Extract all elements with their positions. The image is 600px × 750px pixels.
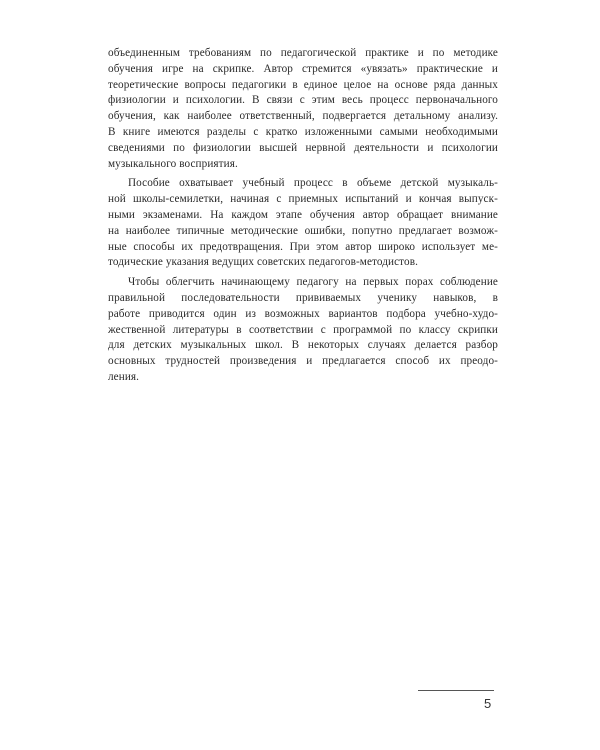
paragraph-1	[108, 46, 498, 172]
page-number: 5	[484, 696, 492, 711]
text-line: Чтобы облегчить начинающему педагогу на первых порах соблюдение	[128, 276, 498, 289]
text-line: обучения игре на скрипке. Автор стремится «увязать» практические и	[108, 62, 498, 75]
text-line: музыкального восприятия.	[108, 157, 238, 170]
text-line: Пособие охватывает учебный процесс в объеме детской музыкаль-	[128, 177, 498, 190]
text-line: ные способы их предотвращения. При этом автор широко использует ме-	[108, 240, 498, 253]
text-line: на наиболее типичные методические ошибки, попутно предлагает возмож-	[108, 224, 498, 237]
footer-rule	[418, 690, 494, 691]
text-line: работе приводится один из возможных вариантов подбора учебно-худо-	[108, 307, 498, 320]
text-line: правильной последовательности прививаемых ученику навыков, в	[108, 291, 498, 304]
paragraph-2	[108, 176, 498, 271]
text-line: ными экзаменами. На каждом этапе обучения автор обращает внимание	[108, 208, 498, 221]
text-line: В книге имеются разделы с кратко изложенными самыми необходимыми	[108, 125, 498, 138]
paragraph-3	[108, 275, 498, 386]
text-line: жественной литературы в соответствии с программой по классу скрипки	[108, 323, 498, 336]
text-line: тодические указания ведущих советских педагогов-методистов.	[108, 256, 418, 269]
text-line: для детских музыкальных школ. В некоторых случаях делается разбор	[108, 339, 498, 352]
text-line: физиологии и психологии. В связи с этим весь процесс первоначального	[108, 94, 498, 107]
text-line: обучения, как наиболее ответственный, подвергается детальному анализу.	[108, 110, 498, 123]
text-line: сведениями по физиологии высшей нервной деятельности и психологии	[108, 141, 498, 154]
text-line: теоретические вопросы педагогики в единое целое на основе ряда данных	[108, 78, 498, 91]
text-line: основных трудностей произведения и предлагается способ их преодо-	[108, 355, 498, 368]
text-line: объединенным требованиям по педагогической практике и по методике	[108, 47, 498, 59]
text-line: ления.	[108, 370, 140, 383]
body-text	[108, 46, 498, 386]
text-line: ной школы-семилетки, начиная с приемных испытаний и кончая выпуск-	[108, 193, 498, 206]
